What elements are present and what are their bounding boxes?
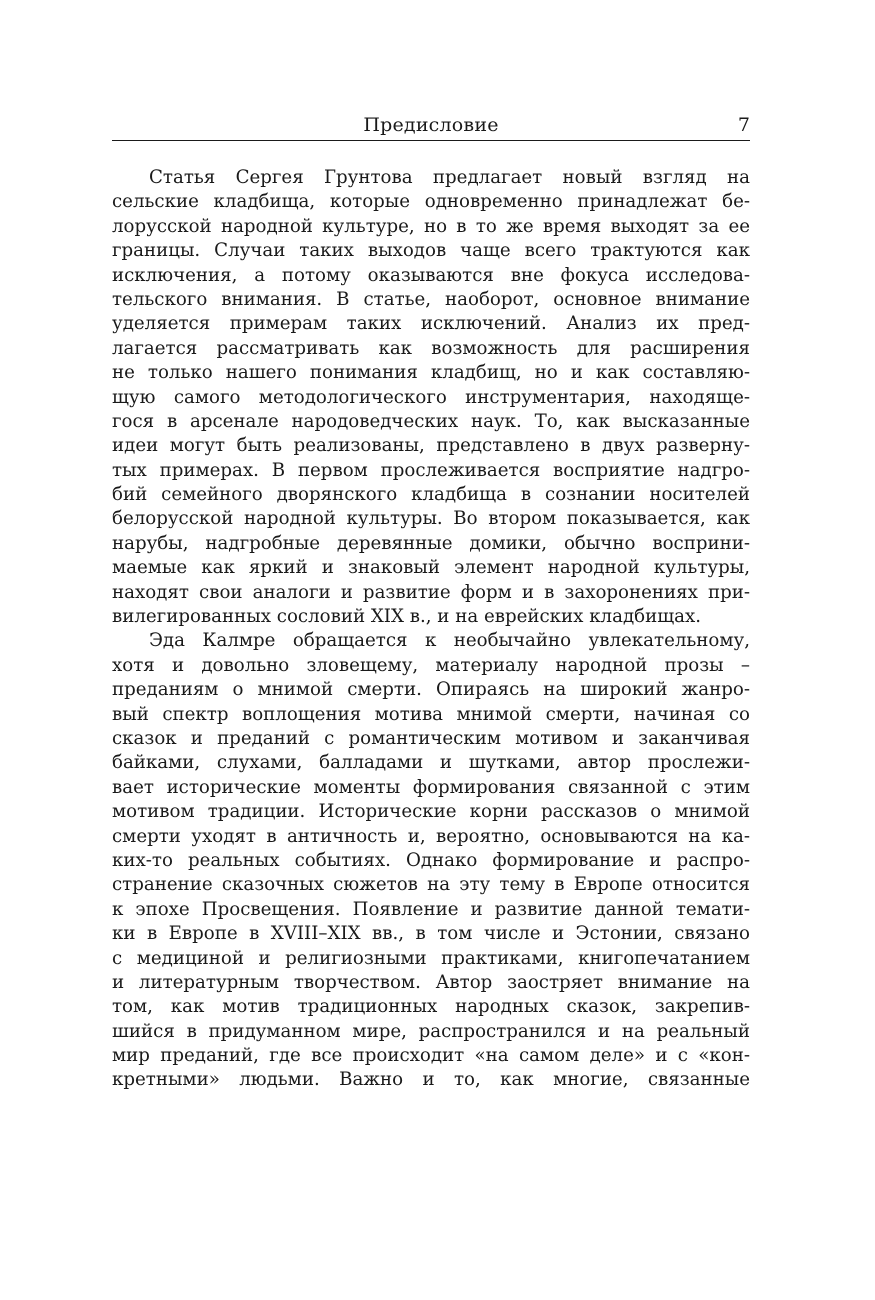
text-line: тельского внимания. В статье, наоборот, основное внимание	[112, 288, 750, 310]
text-line: тых примерах. В первом прослеживается восприятие надгро-	[112, 459, 750, 481]
text-line: байками, слухами, балладами и шутками, автор прослежи-	[112, 752, 750, 774]
book-page	[112, 0, 750, 1300]
text-line: сельские кладбища, которые одновременно принадлежат бе-	[112, 191, 750, 213]
text-line: к эпохе Просвещения. Появление и развитие данной темати-	[112, 898, 750, 920]
text-line: и литературным творчеством. Автор заостряет внимание на	[112, 971, 750, 993]
paragraph-grountov	[112, 166, 750, 629]
text-line: не только нашего понимания кладбищ, но и как составляю-	[112, 362, 750, 384]
text-line: маемые как яркий и знаковый элемент народной культуры,	[112, 557, 750, 579]
body-text	[112, 166, 750, 1093]
text-line: границы. Случаи таких выходов чаще всего трактуются как	[112, 240, 750, 262]
running-header	[112, 112, 750, 141]
text-line: с медициной и религиозными практиками, книгопечатанием	[112, 947, 750, 969]
text-line: вает исторические моменты формирования связанной с этим	[112, 776, 750, 798]
text-line: ких-то реальных событиях. Однако формирование и распро-	[112, 849, 750, 871]
text-line: хотя и довольно зловещему, материалу народной прозы –	[112, 654, 750, 676]
text-line: смерти уходят в античность и, вероятно, основываются на ка-	[112, 825, 750, 847]
text-line: том, как мотив традиционных народных сказок, закрепив-	[112, 996, 750, 1018]
text-line: белорусской народной культуры. Во втором показывается, как	[112, 508, 750, 530]
text-line: преданиям о мнимой смерти. Опираясь на широкий жанро-	[112, 679, 750, 701]
text-line: сказок и преданий с романтическим мотивом и заканчивая	[112, 727, 750, 749]
text-line: странение сказочных сюжетов на эту тему в Европе относится	[112, 874, 750, 896]
text-line: лорусской народной культуре, но в то же время выходят за ее	[112, 215, 750, 237]
text-line: уделяется примерам таких исключений. Анализ их пред-	[112, 313, 750, 335]
text-line: мир преданий, где все происходит «на самом деле» и с «кон-	[112, 1045, 750, 1067]
text-line: Эда Калмре обращается к необычайно увлекательному,	[149, 630, 750, 652]
text-line: ки в Европе в XVIII–XIX вв., в том числе и Эстонии, связано	[112, 923, 750, 945]
text-line: мотивом традиции. Исторические корни рассказов о мнимой	[112, 801, 750, 823]
text-line: кретными» людьми. Важно и то, как многие, связанные	[112, 1069, 750, 1091]
text-line: лагается рассматривать как возможность для расширения	[112, 337, 750, 359]
text-line: Статья Сергея Грунтова предлагает новый взгляд на	[149, 167, 750, 188]
text-line: щую самого методологического инструментария, находяще-	[112, 386, 750, 408]
running-title: Предисловие	[363, 114, 499, 136]
text-line: бий семейного дворянского кладбища в сознании носителей	[112, 484, 750, 506]
text-line: шийся в придуманном мире, распространился и на реальный	[112, 1020, 750, 1042]
page-number: 7	[737, 114, 750, 136]
text-line: нарубы, надгробные деревянные домики, обычно восприни-	[112, 532, 750, 554]
text-line: находят свои аналоги и развитие форм и в захоронениях при-	[112, 581, 750, 603]
text-line: исключения, а потому оказываются вне фокуса исследова-	[112, 264, 750, 286]
text-line: вилегированных сословий XIX в., и на еврейских кладбищах.	[112, 606, 702, 628]
paragraph-kalmre	[112, 629, 750, 1092]
text-line: идеи могут быть реализованы, представлено в двух разверну-	[112, 435, 750, 457]
text-line: вый спектр воплощения мотива мнимой смерти, начиная со	[112, 703, 750, 725]
text-line: гося в арсенале народоведческих наук. То, как высказанные	[112, 410, 750, 432]
